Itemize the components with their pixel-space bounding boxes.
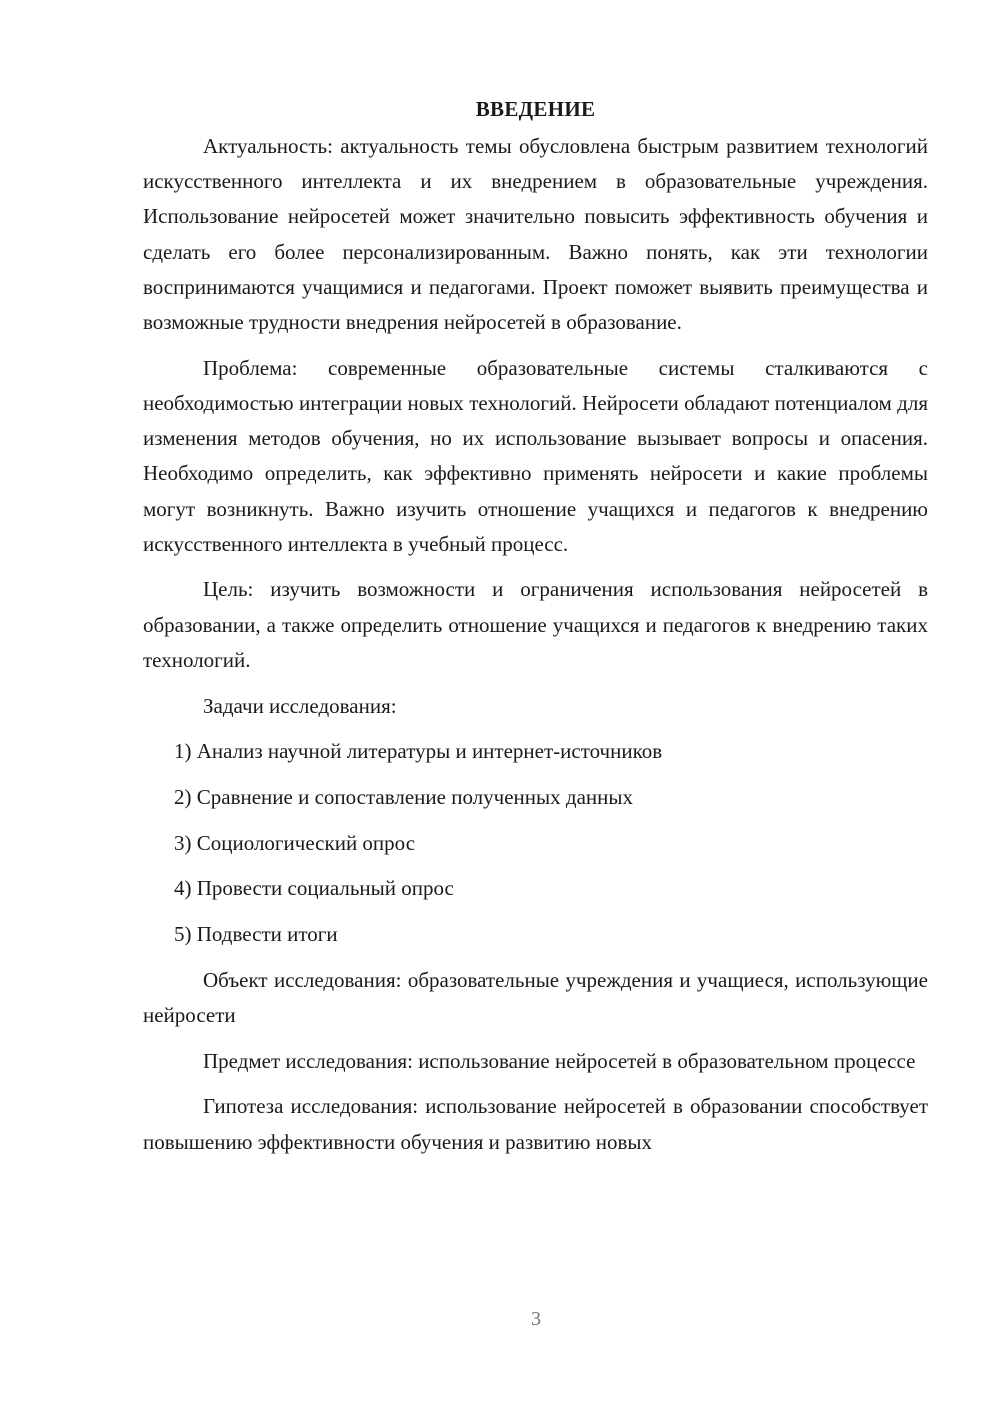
paragraph-goal: Цель: изучить возможности и ограничения использования нейросетей в образовании, а также определить отношение учащихся и педагогов к внедрению таких технологий. — [143, 577, 928, 672]
paragraph-relevance: Актуальность: актуальность темы обусловлена быстрым развитием технологий искусственного интеллекта и их внедрением в образовательные учреждения. Использование нейросетей может значительно повысить эффективность обучения и сделать его более персонализированным. Важно понять, как эти технологии воспринимаются учащимися и педагогами. Проект поможет выявить преимущества и возможные трудности внедрения нейросетей в образование. — [143, 134, 928, 335]
task-item: 1) Анализ научной литературы и интернет-источников — [174, 739, 663, 764]
task-item: 2) Сравнение и сопоставление полученных данных — [174, 784, 633, 809]
paragraph-problem: Проблема: современные образовательные системы сталкиваются с необходимостью интеграции новых технологий. Нейросети обладают потенциалом для изменения методов обучения, но их использование вызывает вопросы и опасения. Необходимо определить, как эффективно применять нейросети и какие проблемы могут возникнуть. Важно изучить отношение учащихся и педагогов к внедрению искусственного интеллекта в учебный процесс. — [143, 355, 928, 556]
task-item: 3) Социологический опрос — [174, 830, 416, 855]
task-list — [143, 734, 928, 952]
paragraph-hypothesis: Гипотеза исследования: использование нейросетей в образовании способствует повышению эффективности обучения и развитию новых — [143, 1094, 928, 1154]
page-number: 3 — [531, 1308, 541, 1330]
task-item: 4) Провести социальный опрос — [174, 876, 454, 901]
document-page — [143, 92, 928, 1170]
section-title: ВВЕДЕНИЕ — [475, 97, 596, 121]
task-item: 5) Подвести итоги — [174, 922, 338, 947]
paragraph-subject: Предмет исследования: использование нейросетей в образовательном процессе — [203, 1048, 916, 1073]
tasks-heading: Задачи исследования: — [203, 693, 397, 718]
paragraph-object: Объект исследования: образовательные учреждения и учащиеся, использующие нейросети — [143, 967, 928, 1027]
